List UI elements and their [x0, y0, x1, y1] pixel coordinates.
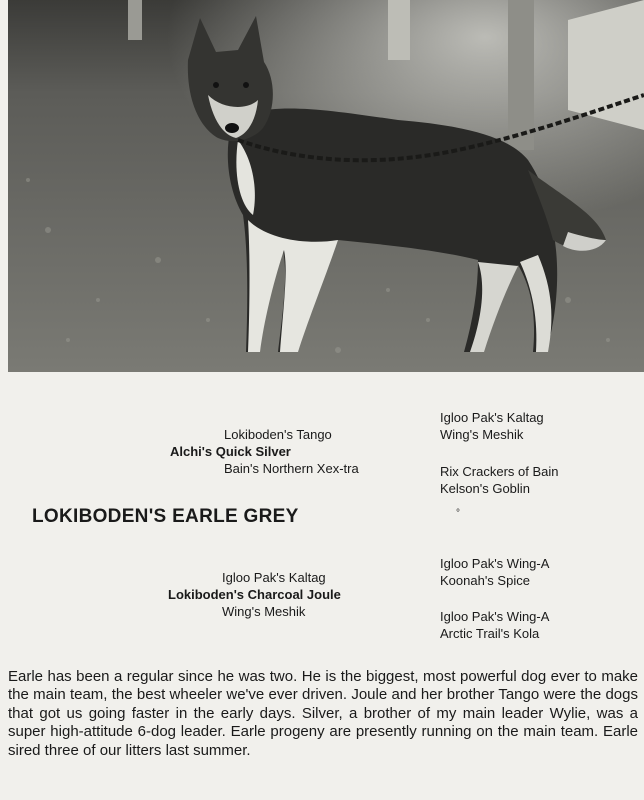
- dog-description: Earle has been a regular since he was two. He is the biggest, most powerful dog ever to make the main team, the best wheeler we've ever driven. Joule and her brother Tango were the dogs that got us going faster in the early days. Silver, a brother of my main leader Wylie, was a super high-attitude 6-dog leader. Earle progeny are presently running on the main team. Earle sired three of our litters last summer.: [8, 668, 638, 759]
- sire-sire-dam: Wing's Meshik: [440, 427, 524, 442]
- dam-dam: Wing's Meshik: [222, 604, 306, 619]
- dam-dam-dam: Arctic Trail's Kola: [440, 626, 540, 641]
- sire-dam: Bain's Northern Xex-tra: [224, 461, 359, 476]
- dam: Lokiboden's Charcoal Joule: [168, 587, 341, 602]
- dog-name-title: LOKIBODEN'S EARLE GREY: [32, 506, 299, 527]
- sire-sire-sire: Igloo Pak's Kaltag: [440, 410, 544, 425]
- sire-sire: Lokiboden's Tango: [224, 427, 332, 442]
- dog-photo: [8, 0, 644, 372]
- sire-dam-dam: Kelson's Goblin: [440, 481, 530, 496]
- sire: Alchi's Quick Silver: [170, 444, 291, 459]
- dam-dam-sire: Igloo Pak's Wing-A: [440, 609, 550, 624]
- sire-dam-sire: Rix Crackers of Bain: [440, 464, 559, 479]
- dog-photo-image: [8, 0, 644, 372]
- dam-sire: Igloo Pak's Kaltag: [222, 570, 326, 585]
- marker-dot: °: [456, 508, 460, 519]
- dam-sire-sire: Igloo Pak's Wing-A: [440, 556, 550, 571]
- dam-sire-dam: Koonah's Spice: [440, 573, 530, 588]
